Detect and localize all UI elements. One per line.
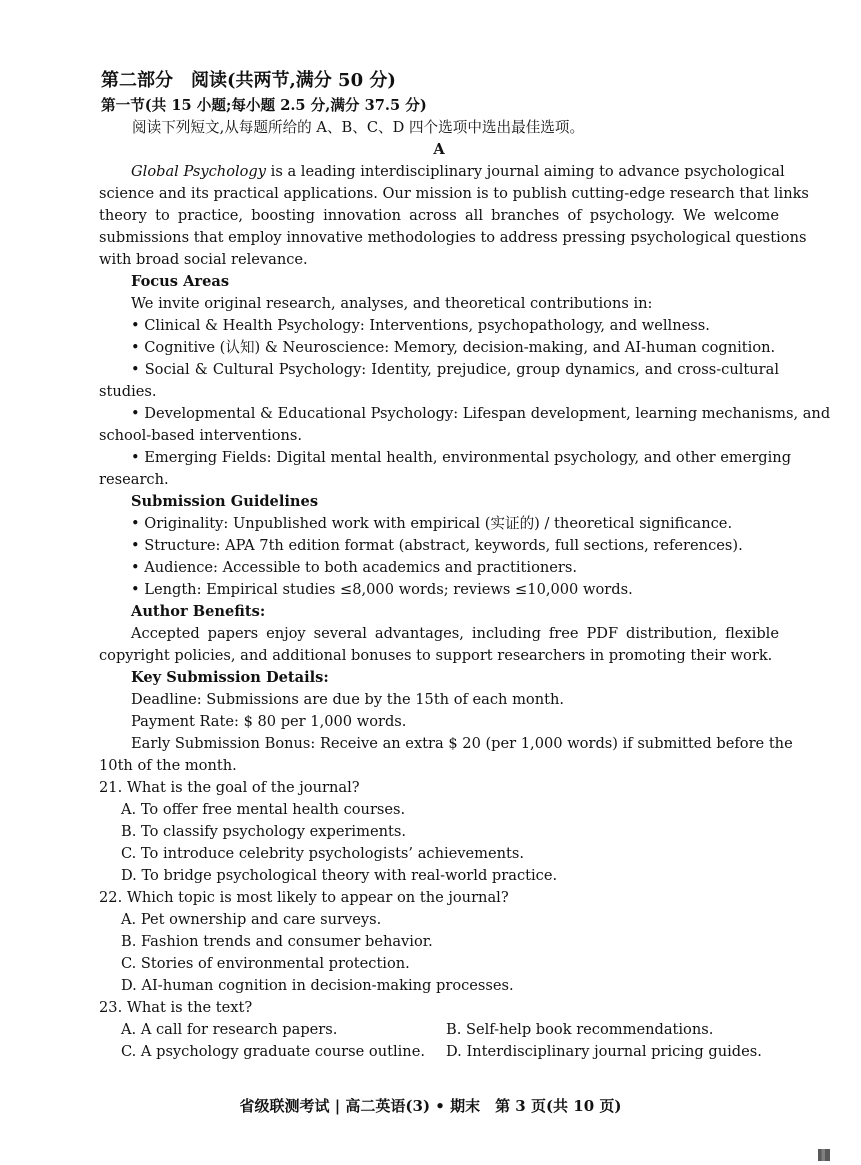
intro-line-1: Global Psychology is a leading interdisciplinary journal aiming to advance psychological [131,163,785,180]
question-23-option-d: D. Interdisciplinary journal pricing guides. [446,1043,762,1060]
focus-item-developmental: • Developmental & Educational Psychology: Lifespan development, learning mechanisms, and [131,405,831,422]
question-23-option-a: A. A call for research papers. [121,1021,338,1038]
intro-line-5: with broad social relevance. [99,251,308,268]
section-title: 第一节(共 15 小题;每小题 2.5 分,满分 37.5 分) [101,97,427,114]
focus-item-social-cont: studies. [99,383,157,400]
guideline-originality: • Originality: Unpublished work with empirical (实证的) / theoretical significance. [131,515,733,532]
benefits-heading: Author Benefits: [131,603,266,620]
passage-label: A [433,141,445,158]
instruction-text: 阅读下列短文,从每题所给的 A、B、C、D 四个选项中选出最佳选项。 [132,119,585,136]
question-22-option-a: A. Pet ownership and care surveys. [121,911,382,928]
question-22-option-b: B. Fashion trends and consumer behavior. [121,933,433,950]
detail-early-bonus: Early Submission Bonus: Receive an extra $ 20 (per 1,000 words) if submitted before the [131,735,793,752]
benefits-line-2: copyright policies, and additional bonuses to support researchers in promoting their work. [99,647,773,664]
benefits-line-1: Accepted papers enjoy several advantages, including free PDF distribution, flexible [131,625,779,642]
page-footer: 省级联测考试 | 高二英语(3) • 期末 第 3 页(共 10 页) [239,1097,622,1115]
question-22-option-c: C. Stories of environmental protection. [121,955,410,972]
question-23-stem: 23. What is the text? [99,999,253,1016]
question-23-option-b: B. Self-help book recommendations. [446,1021,714,1038]
guidelines-heading: Submission Guidelines [131,493,319,510]
intro-line-2: science and its practical applications. Our mission is to publish cutting-edge research that links [99,185,809,202]
journal-name: Global Psychology [131,163,267,180]
question-21-option-a: A. To offer free mental health courses. [121,801,406,818]
focus-item-emerging-cont: research. [99,471,169,488]
question-21-option-c: C. To introduce celebrity psychologists’ achievements. [121,845,525,862]
guideline-length: • Length: Empirical studies ≤8,000 words; reviews ≤10,000 words. [131,581,633,598]
part-title: 第二部分 阅读(共两节,满分 50 分) [101,70,396,91]
detail-deadline: Deadline: Submissions are due by the 15th of each month. [131,691,565,708]
focus-item-emerging: • Emerging Fields: Digital mental health, environmental psychology, and other emerging [131,449,792,466]
question-22-stem: 22. Which topic is most likely to appear on the journal? [99,889,509,906]
focus-item-developmental-cont: school-based interventions. [99,427,303,444]
focus-item-clinical: • Clinical & Health Psychology: Interventions, psychopathology, and wellness. [131,317,710,334]
question-21-option-d: D. To bridge psychological theory with real-world practice. [121,867,558,884]
guideline-audience: • Audience: Accessible to both academics and practitioners. [131,559,577,576]
detail-payment-rate: Payment Rate: $ 80 per 1,000 words. [131,713,407,730]
focus-intro: We invite original research, analyses, and theoretical contributions in: [131,295,653,312]
focus-item-cognitive: • Cognitive (认知) & Neuroscience: Memory, decision-making, and AI-human cognition. [131,339,776,356]
focus-item-social: • Social & Cultural Psychology: Identity, prejudice, group dynamics, and cross-cultural [131,361,779,378]
question-23-option-c: C. A psychology graduate course outline. [121,1043,425,1060]
details-heading: Key Submission Details: [131,669,329,686]
question-21-option-b: B. To classify psychology experiments. [121,823,406,840]
qr-code-icon [818,1149,830,1161]
intro-line-3: theory to practice, boosting innovation across all branches of psychology. We welcome [99,207,779,224]
detail-early-bonus-cont: 10th of the month. [99,757,237,774]
question-22-option-d: D. AI-human cognition in decision-making processes. [121,977,514,994]
question-21-stem: 21. What is the goal of the journal? [99,779,360,796]
guideline-structure: • Structure: APA 7th edition format (abstract, keywords, full sections, references). [131,537,743,554]
intro-line-4: submissions that employ innovative methodologies to address pressing psychological questions [99,229,807,246]
focus-heading: Focus Areas [131,273,230,290]
